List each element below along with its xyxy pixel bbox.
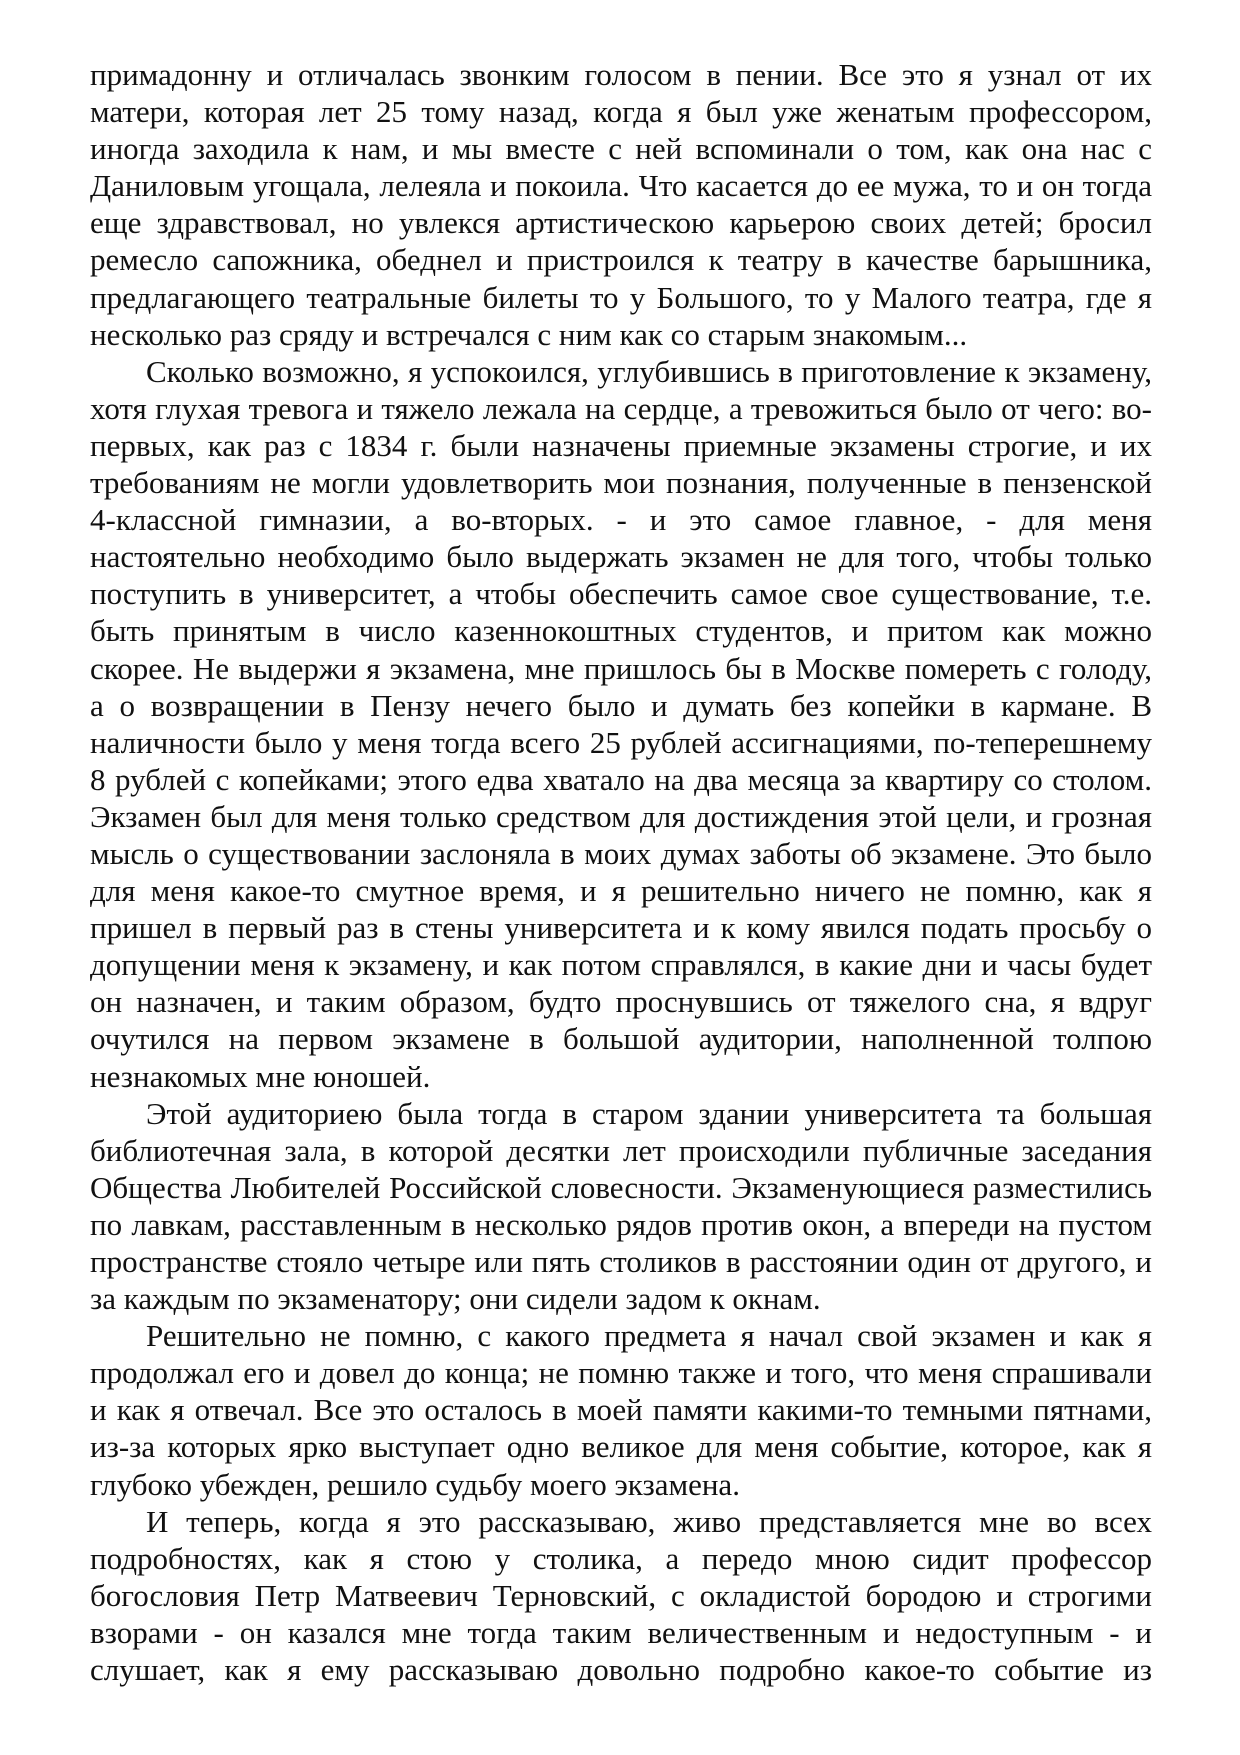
paragraph-3: Этой аудиториею была тогда в старом здании университета та большая библиотечная зала, в которой десятки лет происходили публичные заседания Общества Любителей Российской словесности. Экзаменующиеся разместились по лавкам, расставленным в несколько рядов против окон, а впереди на пустом пространстве стояло четыре или пять столиков в расстоянии один от другого, и за каждым по экзаменатору; они сидели задом к окнам. bbox=[90, 1095, 1152, 1317]
paragraph-2: Сколько возможно, я успокоился, углубившись в приготовление к экзамену, хотя глухая тревога и тяжело лежала на сердце, а тревожиться было от чего: во-первых, как раз с 1834 г. были назначены приемные экзамены строгие, и их требованиям не могли удовлетворить мои познания, полученные в пензенской 4-классной гимназии, а во-вторых. - и это самое главное, - для меня настоятельно необходимо было выдержать экзамен не для того, чтобы только поступить в университет, а чтобы обеспечить самое свое существование, т.е. быть принятым в число казеннокоштных студентов, и притом как можно скорее. Не выдержи я экзамена, мне пришлось бы в Москве помереть с голоду, а о возвращении в Пензу нечего было и думать без копейки в кармане. В наличности было у меня тогда всего 25 рублей ассигнациями, по-теперешнему 8 рублей с копейками; этого едва хватало на два месяца за квартиру со столом. Экзамен был для меня только средством для достиждения этой цели, и грозная мысль о существовании заслоняла в моих думах заботы об экзамене. Это было для меня какое-то смутное время, и я решительно ничего не помню, как я пришел в первый раз в стены университета и к кому явился подать просьбу о допущении меня к экзамену, и как потом справлялся, в какие дни и часы будет он назначен, и таким образом, будто проснувшись от тяжелого сна, я вдруг очутился на первом экзамене в большой аудитории, наполненной толпою незнакомых мне юношей. bbox=[90, 353, 1152, 1094]
paragraph-4: Решительно не помню, с какого предмета я начал свой экзамен и как я продолжал его и довел до конца; не помню также и того, что меня спрашивали и как я отвечал. Все это осталось в моей памяти какими-то темными пятнами, из-за которых ярко выступает одно великое для меня событие, которое, как я глубоко убежден, решило судьбу моего экзамена. bbox=[90, 1318, 1152, 1502]
document-page bbox=[90, 56, 1152, 1688]
paragraph-5: И теперь, когда я это рассказываю, живо представляется мне во всех подробностях, как я стою у столика, а передо мною сидит профессор богословия Петр Матвеевич Терновский, с окладистой бородою и строгими взорами - он казался мне тогда таким величественным и недоступным - и слушает, как я ему рассказываю довольно подробно какое-то событие из bbox=[90, 1503, 1152, 1688]
paragraph-1: примадонну и отличалась звонким голосом в пении. Все это я узнал от их матери, которая лет 25 тому назад, когда я был уже женатым профессором, иногда заходила к нам, и мы вместе с ней вспоминали о том, как она нас с Даниловым угощала, лелеяла и покоила. Что касается до ее мужа, то и он тогда еще здравствовал, но увлекся артистическою карьерою своих детей; бросил ремесло сапожника, обеднел и пристроился к театру в качестве барышника, предлагающего театральные билеты то у Большого, то у Малого театра, где я несколько раз сряду и встречался с ним как со старым знакомым... bbox=[90, 57, 1152, 352]
